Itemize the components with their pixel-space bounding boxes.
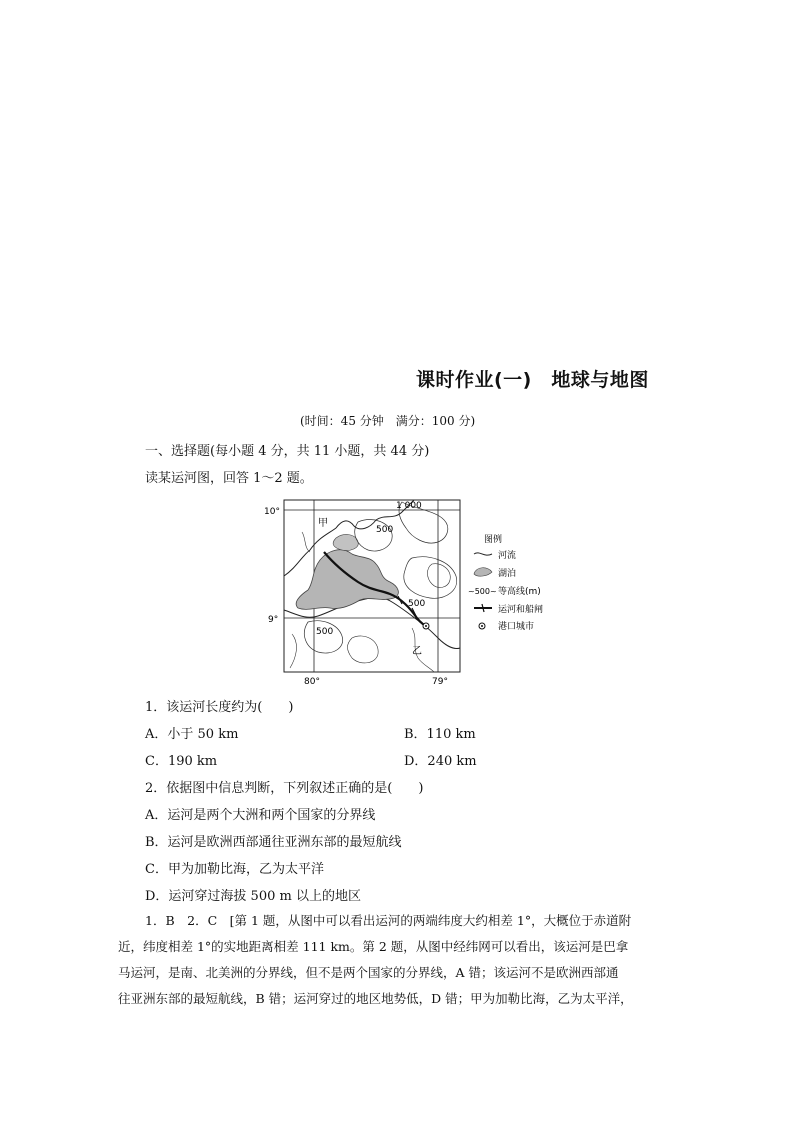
lake-small [333, 535, 358, 551]
legend-port: 港口城市 [498, 622, 535, 632]
lon-label-79: 79° [432, 677, 448, 687]
question-2-option-d: D．运河穿过海拔 500 m 以上的地区 [145, 889, 361, 904]
contour-label-1000: 1 000 [396, 501, 422, 511]
legend-title: 图例 [484, 535, 503, 545]
question-2-option-a: A．运河是两个大洲和两个国家的分界线 [145, 808, 376, 823]
answer-line-1: 1．B 2．C [第 1 题，从图中可以看出运河的两端纬度大约相差 1°，大概位于赤道附 [145, 913, 632, 928]
contour-south-2 [348, 636, 379, 663]
contour-label-500-a: 500 [376, 525, 394, 535]
contour-label-500-c: 500 [316, 627, 334, 637]
contour-inner-east [428, 564, 451, 588]
answer-line-2: 近，纬度相差 1°的实地距离相差 111 km。第 2 题，从图中经纬网可以看出，该运河是巴拿 [118, 939, 629, 954]
question-2-option-b: B．运河是欧洲西部通往亚洲东部的最短航线 [145, 835, 402, 850]
question-2-option-c: C．甲为加勒比海，乙为太平洋 [145, 862, 324, 877]
answer-line-4: 往亚洲东部的最短航线，B 错；运河穿过的地区地势低，D 错；甲为加勒比海，乙为太平洋， [118, 991, 633, 1006]
question-1-option-d: D．240 km [404, 754, 477, 769]
label-yi: 乙 [412, 646, 422, 657]
section-heading: 一、选择题(每小题 4 分，共 11 小题，共 44 分) [145, 444, 430, 459]
question-1-option-b: B．110 km [404, 727, 476, 742]
legend-contour-sample: ~500~ [468, 587, 497, 596]
legend-river: 河流 [498, 551, 517, 561]
contour-label-500-b: 500 [408, 599, 426, 609]
lon-label-80: 80° [304, 677, 320, 687]
lake-area [296, 550, 398, 610]
question-1-option-a: A．小于 50 km [145, 727, 239, 742]
lat-label-10: 10° [264, 507, 280, 517]
contour-southwest [290, 634, 296, 668]
legend-contour: 等高线(m) [498, 587, 541, 597]
contour-500-east [404, 557, 457, 598]
question-1-option-c: C．190 km [145, 754, 218, 769]
legend-lake: 湖泊 [498, 569, 517, 579]
legend-canal: 运河和船闸 [498, 605, 544, 615]
answer-line-3: 马运河，是南、北美洲的分界线，但不是两个国家的分界线，A 错；该运河不是欧洲西部通 [118, 965, 619, 980]
legend-lake-icon [474, 568, 492, 576]
question-intro: 读某运河图，回答 1～2 题。 [145, 471, 313, 486]
time-score-info: (时间：45 分钟 满分：100 分) [300, 414, 476, 428]
question-2-stem: 2．依据图中信息判断，下列叙述正确的是( ) [145, 781, 424, 796]
canal-map-figure [262, 498, 562, 688]
page-title: 课时作业(一) 地球与地图 [416, 369, 649, 391]
question-1-stem: 1．该运河长度约为( ) [145, 700, 294, 715]
lat-label-9: 9° [268, 615, 279, 625]
label-jia: 甲 [318, 518, 328, 529]
river-north [302, 532, 310, 552]
legend-river-icon [474, 553, 492, 555]
